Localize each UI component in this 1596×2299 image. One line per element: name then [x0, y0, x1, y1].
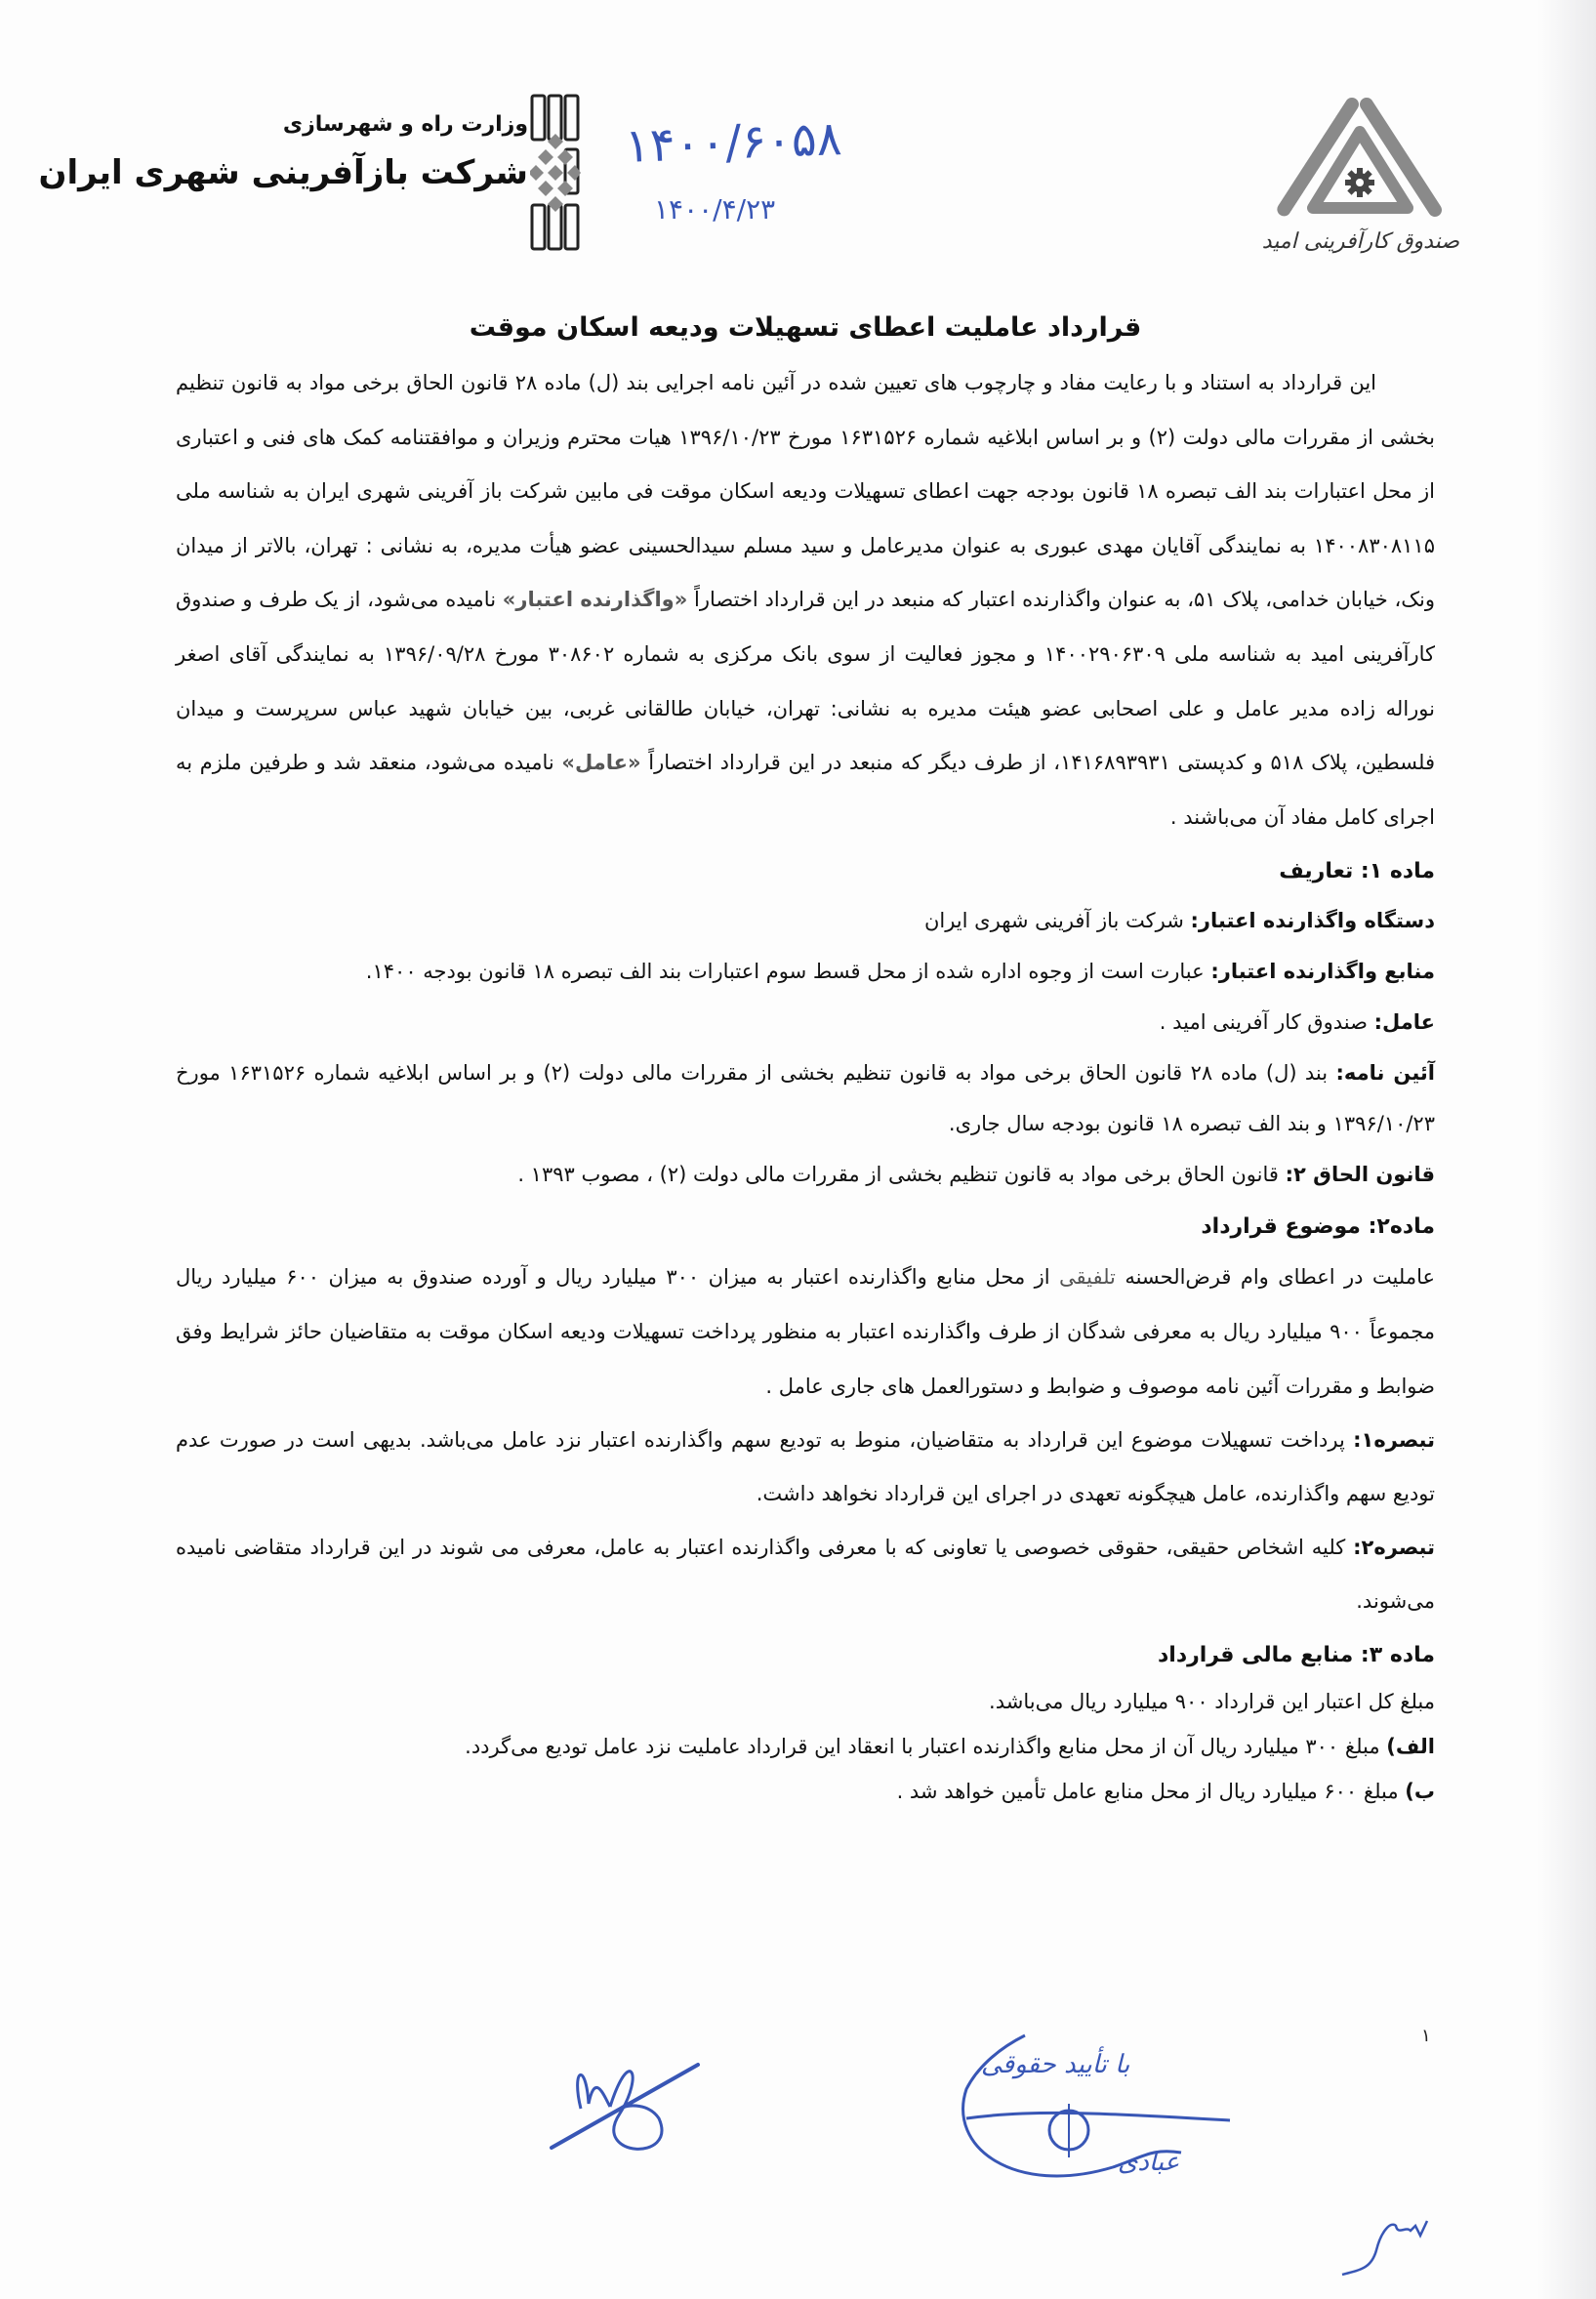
note-label: تبصره۲: — [1353, 1536, 1435, 1560]
definition-item — [176, 997, 1435, 1047]
funding-label: ب) — [1405, 1780, 1435, 1804]
definition-term: عامل: — [1373, 1010, 1435, 1035]
definition-text: عبارت است از وجوه اداره شده از محل قسط سوم اعتبارات بند الف تبصره ۱۸ قانون بودجه ۱۴۰۰. — [365, 960, 1205, 984]
page-number: ۱ — [1421, 2026, 1431, 2046]
intro-paragraph — [176, 356, 1435, 844]
note-item — [176, 1521, 1435, 1628]
initials-scribble-icon — [1337, 2201, 1454, 2279]
funding-item — [176, 1724, 1435, 1769]
article-3-heading: ماده ۳: منابع مالی قرارداد — [1157, 1643, 1435, 1668]
fund-logo — [1259, 93, 1464, 264]
legal-approval-note: با تأیید حقوقی — [981, 2050, 1130, 2079]
grid-diamond-logo-icon — [530, 93, 581, 254]
funding-item — [176, 1769, 1435, 1814]
article-1-heading: ماده ۱: تعاریف — [1279, 859, 1435, 884]
article-2-text-after: از محل منابع واگذارنده اعتبار به میزان ۳۰۰ میلیارد ریال و آورده صندوق به میزان ۶۰۰ میلیارد ریال مجموعاً ۹۰۰ میلیارد ریال به معرفی شدگان از طرف واگذارنده اعتبار به منظور پرداخت تسهیلات ودیعه اسکان موقت به متقاضیان حائز شرایط وفق ضوابط و مقررات آئین نامه موصوف و ضوابط و دستورالعمل های جاری عامل . — [176, 1265, 1436, 1398]
company-logo — [38, 93, 581, 254]
signature-name: عبادی — [1118, 2148, 1180, 2177]
term-grantor: «واگذارنده اعتبار» — [502, 588, 688, 612]
definition-item — [176, 895, 1435, 946]
article-3-total: مبلغ کل اعتبار این قرارداد ۹۰۰ میلیارد ریال می‌باشد. — [989, 1690, 1435, 1714]
page-edge-shadow — [1537, 0, 1596, 2299]
signature-2-with-legal-note — [742, 2011, 1289, 2200]
definition-text: قانون الحاق برخی مواد به قانون تنظیم بخشی از مقررات مالی دولت (۲) ، مصوب ۱۳۹۳ . — [517, 1163, 1279, 1187]
definition-term: آئین نامه: — [1335, 1061, 1435, 1086]
note-label: تبصره۱: — [1353, 1428, 1435, 1453]
definition-term: قانون الحاق ۲: — [1285, 1163, 1435, 1187]
letter-date: ۱۴۰۰/۴/۲۳ — [654, 193, 776, 226]
ministry-name: وزارت راه و شهرسازی — [282, 112, 528, 137]
company-name: شرکت بازآفرینی شهری ایران — [38, 153, 528, 192]
definition-term: دستگاه واگذارنده اعتبار: — [1190, 909, 1435, 933]
initials-signature — [1337, 2201, 1454, 2283]
signature-1 — [552, 2050, 708, 2171]
funding-label: الف) — [1386, 1735, 1435, 1759]
note-text: پرداخت تسهیلات موضوع این قرارداد به متقاضیان، منوط به توديع سهم واگذارنده اعتبار نزد عامل می‌باشد. بدیهی است در صورت عدم توديع سهم واگذارنده، عامل هیچگونه تعهدی در اجرای این قرارداد نخواهد داشت. — [176, 1428, 1435, 1506]
signature-scribble-icon — [552, 2050, 708, 2167]
definition-term: منابع واگذارنده اعتبار: — [1210, 960, 1435, 984]
note-text: کلیه اشخاص حقیقی، حقوقی خصوصی یا تعاونی که با معرفی واگذارنده اعتبار به عامل، معرفی می شوند در این قرارداد متقاضی نامیده می‌شوند. — [176, 1536, 1435, 1614]
term-agent: «عامل» — [561, 751, 641, 775]
funding-text: مبلغ ۳۰۰ میلیارد ریال آن از محل منابع واگذارنده اعتبار با انعقاد این قرارداد عاملیت نزد عامل توديع می‌گردد. — [465, 1735, 1380, 1759]
article-2-text — [176, 1251, 1435, 1414]
intro-part-3: نامیده می‌شود، منعقد شد و طرفین ملزم به اجرای کامل مفاد آن می‌باشند . — [176, 751, 1435, 829]
fund-logo-caption: صندوق کارآفرینی امید — [1261, 229, 1459, 254]
intro-part-2: نامیده می‌شود، از یک طرف و صندوق کارآفرینی امید به شناسه ملی ۱۴۰۰۲۹۰۶۳۰۹ و مجوز فعالیت از سوی بانک مرکزی به شماره ۳۰۸۶۰۲ مورخ ۱۳۹۶/۰۹/۲۸ به نمایندگی آقای اصغر نوراله زاده مدیر عامل و علی اصحابی عضو هیئت مدیره به نشانی: تهران، خیابان طالقانی غربی، بین خیابان شهید عباس سرپرست و میدان فلسطین، پلاک ۵۱۸ و کدپستی ۱۴۱۶۸۹۳۹۳۱، از طرف دیگر که منبعد در این قرارداد اختصاراً — [176, 588, 1435, 775]
triangle-gear-logo-icon — [1259, 93, 1464, 229]
definition-item — [176, 946, 1435, 997]
legal-approval-signature-icon — [742, 2011, 1289, 2196]
article-2-text-before: عاملیت در اعطای وام قرض‌الحسنه — [1125, 1265, 1435, 1290]
definition-text: صندوق کار آفرینی امید . — [1159, 1010, 1368, 1035]
definition-item — [176, 1149, 1435, 1200]
letter-number: ۱۴۰۰/۶۰۵۸ — [624, 111, 843, 174]
contract-title: قرارداد عاملیت اعطای تسهیلات ودیعه اسکان موقت — [469, 312, 1142, 343]
definition-text: بند (ل) ماده ۲۸ قانون الحاق برخی مواد به قانون تنظیم بخشی از مقررات مالی دولت (۲) و بر اساس ابلاغیه شماره ۱۶۳۱۵۲۶ مورخ ۱۳۹۶/۱۰/۲۳ و بند الف تبصره ۱۸ قانون بودجه سال جاری. — [176, 1061, 1435, 1136]
intro-part-1: این قرارداد به استناد و با رعایت مفاد و چارچوب های تعیین شده در آئین نامه اجرایی بند (ل) ماده ۲۸ قانون الحاق برخی مواد به قانون تنظیم بخشی از مقررات مالی دولت (۲) و بر اساس ابلاغیه شماره ۱۶۳۱۵۲۶ مورخ ۱۳۹۶/۱۰/۲۳ هیات محترم وزیران و موافقتنامه کمک های فنی و اعتباری از محل اعتبارات بند الف تبصره ۱۸ قانون بودجه جهت اعطای تسهیلات ودیعه اسکان موقت فی مابین شرکت باز آفرینی شهری ایران به شناسه ملی ۱۴۰۰۸۳۰۸۱۱۵ به نمایندگی آقایان مهدی عبوری به عنوان مدیرعامل و سید مسلم سیدالحسینی عضو هیأت مدیره، به نشانی : تهران، بالاتر از میدان ونک، خیابان خدامی، پلاک ۵۱، به عنوان واگذارنده اعتبار که منبعد در این قرارداد اختصاراً — [176, 371, 1435, 612]
contract-body — [176, 312, 1435, 1814]
definition-text: شرکت باز آفرینی شهری ایران — [923, 909, 1184, 933]
article-2-heading: ماده۲: موضوع قرارداد — [1201, 1214, 1435, 1240]
definition-item — [176, 1047, 1435, 1149]
funding-text: مبلغ ۶۰۰ میلیارد ریال از محل منابع عامل تأمین خواهد شد . — [896, 1780, 1399, 1804]
note-item — [176, 1414, 1435, 1521]
article-2-highlight: تلفیقی — [1059, 1265, 1116, 1290]
